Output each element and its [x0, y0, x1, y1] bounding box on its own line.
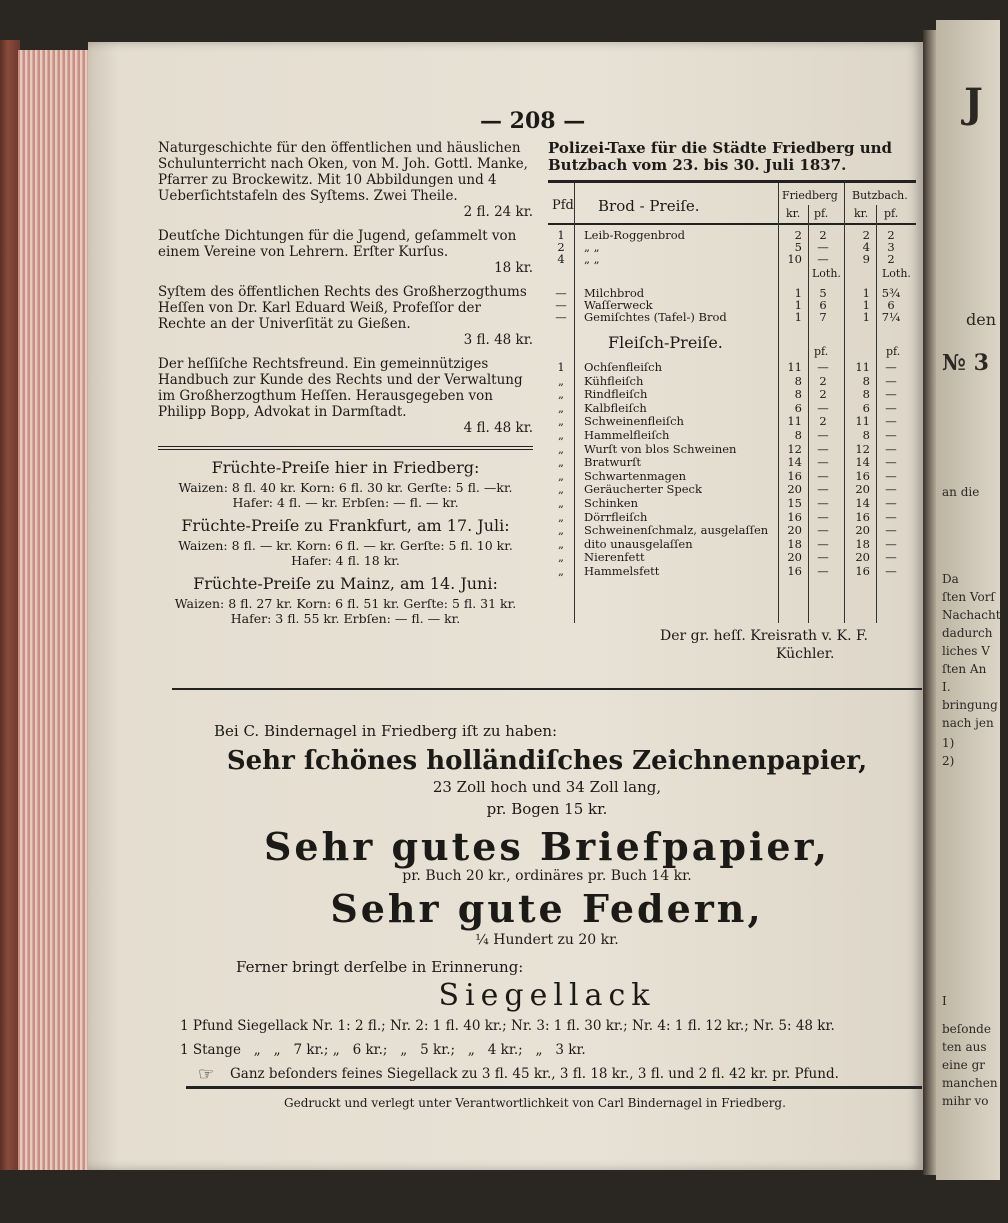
row-unit: „	[558, 441, 564, 456]
row-item: Wurſt von blos Schweinen	[584, 441, 737, 456]
table-row	[548, 443, 916, 456]
imprint: Gedruckt und verlegt unter Verantwortlichkeit von Carl Bindernagel in Friedberg.	[284, 1096, 786, 1110]
friedberg-pf: —	[817, 240, 829, 254]
butzbach-pf: —	[885, 455, 897, 470]
butzbach-kr: 1	[862, 298, 870, 312]
butzbach-pf: —	[885, 387, 897, 402]
row-unit: „	[558, 455, 564, 470]
friedberg-pf: 2	[819, 228, 827, 242]
grain-price-heading: Früchte-Preiſe zu Frankfurt, am 17. Juli:	[181, 516, 510, 535]
row-unit: „	[558, 428, 564, 442]
ad-heading-sealing-wax: Siegellack	[438, 978, 656, 1013]
friedberg-kr: 1	[794, 298, 802, 312]
row-unit: „	[558, 564, 564, 578]
ad-wax-line-special: Ganz beſonders feines Siegellack zu 3 fl. 45 kr., 3 fl. 18 kr., 3 fl. und 2 fl. 42 kr. pr. Pfund.	[230, 1066, 839, 1082]
butzbach-pf: —	[885, 428, 897, 442]
row-item: Hammelfleiſch	[584, 428, 670, 442]
butzbach-pf: —	[885, 360, 897, 374]
row-unit: „	[558, 387, 564, 402]
friedberg-kr: 8	[794, 373, 802, 388]
row-item: Ochſenfleiſch	[584, 360, 663, 374]
loth-1: Loth.	[812, 267, 841, 280]
loth-2: Loth.	[882, 267, 911, 280]
book-listing-text: Der heſſiſche Rechtsfreund. Ein gemeinnütziges Handbuch zur Kunde des Rechts und der Verwaltung im Großherzogthum Heſſen. Herausgegeben von Philipp Bopp, Advokat in Darmſtadt.	[158, 356, 523, 420]
book-listing-price: 4 fl. 48 kr.	[463, 420, 533, 436]
row-unit: —	[555, 310, 567, 324]
row-unit: „	[558, 523, 564, 538]
tax-table	[548, 180, 916, 623]
grain-price-line: Hafer: 4 fl. — kr. Erbſen: — fl. — kr.	[232, 495, 459, 510]
book-listing-price: 3 fl. 48 kr.	[463, 332, 533, 348]
row-item: Schwartenmagen	[584, 468, 687, 483]
butzbach-kr: 2	[862, 228, 870, 242]
next-page-text: nach jen	[942, 716, 994, 730]
grain-price-heading: Früchte-Preiſe hier in Friedberg:	[211, 458, 480, 477]
row-item: „ „	[584, 252, 600, 266]
friedberg-pf: —	[817, 564, 829, 578]
ad-wax-line-pound: 1 Pfund Siegellack Nr. 1: 2 fl.; Nr. 2: 1 fl. 40 kr.; Nr. 3: 1 fl. 30 kr.; Nr. 4: 1 fl. 12 kr.; Nr. 5: 48 kr.	[180, 1018, 835, 1034]
friedberg-pf: —	[817, 496, 829, 510]
ad-intro: Bei C. Bindernagel in Friedberg iſt zu haben:	[214, 722, 558, 740]
ad-heading-drawing-paper: Sehr ſchönes holländiſches Zeichnenpapier,	[226, 746, 868, 776]
book-listing	[158, 356, 533, 436]
pf-label-1: pf.	[814, 345, 829, 358]
book-listing-text: Naturgeschichte für den öffentlichen und häuslichen Schulunterricht nach Oken, von M. Joh. Gottl. Manke, Pfarrer zu Brockewitz. Mit 10 Abbildungen und 4 Ueberſichtstafeln des Syſtems. Zwei Theile.	[158, 140, 528, 204]
butzbach-pf: —	[885, 400, 897, 415]
hand-pointer-icon: ☞	[198, 1064, 215, 1085]
row-item: Leib-Roggenbrod	[584, 228, 686, 242]
butzbach-pf: —	[885, 564, 897, 578]
ad-drawing-paper-size: 23 Zoll hoch und 34 Zoll lang,	[432, 778, 662, 796]
book-listing-text: Syſtem des öffentlichen Rechts des Großherzogthums Heſſen von Dr. Karl Eduard Weiß, Profeſſor der Rechte an der Univerſität zu Gießen.	[158, 284, 527, 332]
butzbach-kr: 11	[855, 360, 870, 374]
friedberg-kr: 20	[787, 550, 802, 565]
friedberg-kr: 12	[787, 441, 802, 456]
table-row	[548, 524, 916, 537]
table-row	[548, 483, 916, 496]
next-page-text: bringung	[942, 698, 998, 712]
row-unit: „	[558, 468, 564, 483]
pf-label-2: pf.	[886, 345, 901, 358]
friedberg-pf: —	[817, 428, 829, 442]
signature-line1: Der gr. heſſ. Kreisrath v. K. F.	[660, 628, 868, 644]
advertisement	[172, 688, 922, 1118]
fleisch-heading: Fleiſch-Preiſe.	[608, 333, 723, 352]
row-unit: 1	[557, 360, 565, 374]
row-item: Hammelsfett	[584, 564, 660, 578]
table-row	[548, 565, 916, 578]
table-row	[548, 402, 916, 415]
table-row	[548, 388, 916, 401]
row-item: Kalbfleiſch	[584, 400, 647, 415]
friedberg-kr: 8	[794, 428, 802, 442]
table-row	[548, 375, 916, 388]
book-listing	[158, 284, 533, 348]
butzbach-pf: —	[885, 509, 897, 524]
table-row	[548, 551, 916, 564]
friedberg-kr: 20	[787, 523, 802, 538]
row-unit: „	[558, 373, 564, 388]
ad-bottom-rule	[186, 1086, 922, 1089]
table-row	[548, 429, 916, 442]
butzbach-kr: 20	[855, 523, 870, 538]
butzbach-kr: 14	[855, 496, 870, 510]
butzbach-pf: 6	[887, 298, 895, 312]
butzbach-kr: 9	[862, 252, 870, 266]
friedberg-pf: —	[817, 455, 829, 470]
row-unit: „	[558, 509, 564, 524]
ad-letter-paper-price: pr. Buch 20 kr., ordinäres pr. Buch 14 kr.	[402, 868, 692, 884]
butzbach-pf: 5¾	[881, 286, 901, 300]
row-item: Gemiſchtes (Tafel-) Brod	[584, 310, 727, 324]
ad-top-rule	[172, 688, 922, 690]
row-item: Geräucherter Speck	[584, 482, 702, 497]
row-unit: 1	[557, 228, 565, 242]
table-row	[548, 415, 916, 428]
row-item: Nierenfett	[584, 550, 645, 565]
butzbach-kr: 8	[862, 387, 870, 402]
friedberg-kr: 20	[787, 482, 802, 497]
friedberg-pf: —	[817, 252, 829, 266]
row-unit: „	[558, 414, 564, 429]
page-edges	[18, 50, 90, 1170]
book-spine	[0, 40, 20, 1170]
next-page-text: manchen	[942, 1076, 998, 1090]
row-item: Milchbrod	[584, 286, 645, 300]
friedberg-kr: 15	[787, 496, 802, 510]
next-page-text: 1)	[942, 736, 955, 750]
next-page-text: ten aus	[942, 1040, 987, 1054]
friedberg-kr: 16	[787, 564, 802, 578]
friedberg-pf: —	[817, 360, 829, 374]
friedberg-kr: 11	[787, 360, 802, 374]
row-item: Bratwurſt	[584, 455, 642, 470]
butzbach-kr: 8	[862, 373, 870, 388]
col-friedberg: Friedberg	[782, 189, 838, 202]
butzbach-pf: —	[885, 536, 897, 551]
friedberg-pf: —	[817, 482, 829, 497]
butzbach-pf: —	[885, 373, 897, 388]
next-page-text: Da	[942, 572, 959, 586]
table-row	[548, 456, 916, 469]
header-rule	[548, 223, 916, 225]
ad-wax-line-stick: 1 Stange „ „ 7 kr.; „ 6 kr.; „ 5 kr.; „ 4 kr.; „ 3 kr.	[180, 1042, 586, 1058]
friedberg-kr: 1	[794, 310, 802, 324]
col-brot: Brod - Preiſe.	[598, 197, 700, 215]
row-unit: „	[558, 400, 564, 415]
friedberg-pf: 2	[819, 373, 827, 388]
butzbach-kr: 16	[855, 564, 870, 578]
friedberg-pf: —	[817, 441, 829, 456]
butzbach-kr: 12	[855, 441, 870, 456]
friedberg-pf: —	[817, 400, 829, 415]
friedberg-pf: —	[817, 523, 829, 538]
ad-reminder: Ferner bringt derſelbe in Erinnerung:	[236, 958, 524, 976]
book-listings	[158, 140, 533, 436]
butzbach-kr: 18	[855, 536, 870, 551]
table-row	[548, 511, 916, 524]
friedberg-pf: —	[817, 550, 829, 565]
friedberg-pf: —	[817, 509, 829, 524]
next-page-text: mihr vo	[942, 1094, 989, 1108]
col-unit: Pfd	[552, 198, 574, 213]
butzbach-pf: 2	[887, 252, 895, 266]
butzbach-kr: 1	[862, 286, 870, 300]
next-page-text: Nachachtu	[942, 608, 1008, 622]
friedberg-kr: 16	[787, 509, 802, 524]
row-unit: „	[558, 550, 564, 565]
butzbach-kr: 11	[855, 414, 870, 429]
row-unit: „	[558, 536, 564, 551]
butzbach-kr: 8	[862, 428, 870, 442]
friedberg-pf: 6	[819, 298, 827, 312]
butzbach-pf: 3	[887, 240, 895, 254]
butzbach-kr: 4	[862, 240, 870, 254]
book-listing-price: 2 fl. 24 kr.	[463, 204, 533, 220]
row-unit: 4	[557, 252, 565, 266]
row-unit: „	[558, 496, 564, 510]
next-page-text: beſonde	[942, 1022, 991, 1036]
table-row	[548, 470, 916, 483]
friedberg-kr: 2	[794, 228, 802, 242]
ad-heading-letter-paper: Sehr gutes Briefpapier,	[263, 824, 830, 869]
friedberg-kr: 11	[787, 414, 802, 429]
sub-pf-1: pf.	[814, 207, 829, 220]
row-item: Dörrfleiſch	[584, 509, 648, 524]
next-page-text: J	[964, 80, 983, 127]
next-page-fragment	[936, 20, 1008, 1180]
row-item: Schweinenſchmalz, ausgelaſſen	[584, 523, 769, 538]
tax-title-line2: Butzbach vom 23. bis 30. Juli 1837.	[548, 156, 847, 174]
friedberg-kr: 8	[794, 387, 802, 402]
friedberg-kr: 6	[794, 400, 802, 415]
butzbach-pf: 7¼	[881, 310, 901, 324]
butzbach-pf: —	[885, 496, 897, 510]
sub-pf-2: pf.	[884, 207, 899, 220]
row-item: Rindfleiſch	[584, 387, 648, 402]
table-row	[548, 361, 916, 374]
next-page-text: an die	[942, 485, 980, 499]
row-item: Waſſerweck	[584, 298, 653, 312]
table-row	[548, 497, 916, 510]
friedberg-pf: —	[817, 468, 829, 483]
sub-kr-1: kr.	[786, 207, 801, 220]
price-tax-column	[548, 139, 916, 662]
butzbach-pf: —	[885, 441, 897, 456]
friedberg-pf: 2	[819, 414, 827, 429]
butzbach-kr: 20	[855, 550, 870, 565]
table-row	[548, 311, 916, 324]
row-item: dito unausgelaſſen	[584, 536, 693, 551]
next-page-text: ſten An	[942, 662, 987, 676]
friedberg-kr: 1	[794, 286, 802, 300]
ad-quills-price: ¼ Hundert zu 20 kr.	[475, 932, 619, 948]
next-page-text: 2)	[942, 754, 955, 768]
butzbach-pf: —	[885, 414, 897, 429]
book-listing	[158, 140, 533, 220]
book-gutter	[923, 30, 937, 1175]
row-unit: „	[558, 482, 564, 497]
grain-price-line: Waizen: 8 fl. 40 kr. Korn: 6 fl. 30 kr. Gerſte: 5 fl. —kr.	[178, 480, 513, 495]
book-listing-text: Deutſche Dichtungen für die Jugend, geſammelt von einem Vereine von Lehrern. Erſter Kurſus.	[158, 228, 517, 260]
table-row	[548, 538, 916, 551]
next-page-text: liches V	[942, 644, 990, 658]
next-page-text: den	[966, 310, 997, 329]
divider	[158, 446, 533, 450]
next-page-text: eine gr	[942, 1058, 986, 1072]
sub-kr-2: kr.	[854, 207, 869, 220]
table-row	[548, 253, 916, 266]
page-number: — 208 —	[480, 108, 586, 134]
next-page-text: ſten Vorſ	[942, 590, 995, 604]
next-page-text: dadurch	[942, 626, 993, 640]
book-listing	[158, 228, 533, 276]
butzbach-pf: 2	[887, 228, 895, 242]
butzbach-pf: —	[885, 468, 897, 483]
friedberg-pf: 7	[819, 310, 827, 324]
grain-prices	[158, 460, 533, 626]
friedberg-kr: 16	[787, 468, 802, 483]
ad-drawing-paper-price: pr. Bogen 15 kr.	[486, 800, 608, 818]
row-item: „ „	[584, 240, 600, 254]
grain-price-line: Hafer: 3 fl. 55 kr. Erbſen: — fl. — kr.	[230, 611, 461, 626]
signature-line2: Küchler.	[776, 646, 835, 662]
butzbach-kr: 6	[862, 400, 870, 415]
butzbach-kr: 1	[862, 310, 870, 324]
row-unit: 2	[557, 240, 565, 254]
butzbach-kr: 16	[855, 509, 870, 524]
friedberg-kr: 5	[794, 240, 802, 254]
friedberg-kr: 10	[787, 252, 802, 266]
row-item: Schinken	[584, 496, 638, 510]
next-page-text: I.	[942, 680, 951, 694]
friedberg-pf: 2	[819, 387, 827, 402]
next-page-text: № 3	[942, 350, 989, 376]
row-unit: —	[555, 286, 567, 300]
grain-price-line: Waizen: 8 fl. — kr. Korn: 6 fl. — kr. Gerſte: 5 fl. 10 kr.	[178, 538, 513, 553]
row-item: Schweinenfleiſch	[584, 414, 684, 429]
grain-price-heading: Früchte-Preiſe zu Mainz, am 14. Juni:	[193, 574, 498, 593]
friedberg-pf: —	[817, 536, 829, 551]
butzbach-kr: 20	[855, 482, 870, 497]
tax-title-line1: Polizei-Taxe für die Städte Friedberg und	[548, 139, 892, 157]
friedberg-kr: 18	[787, 536, 802, 551]
book-listing-price: 18 kr.	[494, 260, 533, 276]
grain-price-line: Hafer: 4 fl. 18 kr.	[291, 553, 400, 568]
butzbach-pf: —	[885, 550, 897, 565]
row-unit: —	[555, 298, 567, 312]
friedberg-kr: 14	[787, 455, 802, 470]
friedberg-pf: 5	[819, 286, 827, 300]
butzbach-kr: 14	[855, 455, 870, 470]
butzbach-pf: —	[885, 482, 897, 497]
row-item: Kühfleiſch	[584, 373, 644, 388]
grain-price-line: Waizen: 8 fl. 27 kr. Korn: 6 fl. 51 kr. Gerſte: 5 fl. 31 kr.	[174, 596, 517, 611]
col-butzbach: Butzbach.	[852, 189, 908, 202]
ad-heading-quills: Sehr gute Federn,	[330, 886, 764, 931]
butzbach-kr: 16	[855, 468, 870, 483]
left-column	[158, 140, 533, 626]
butzbach-pf: —	[885, 523, 897, 538]
next-page-text: I	[942, 994, 947, 1008]
